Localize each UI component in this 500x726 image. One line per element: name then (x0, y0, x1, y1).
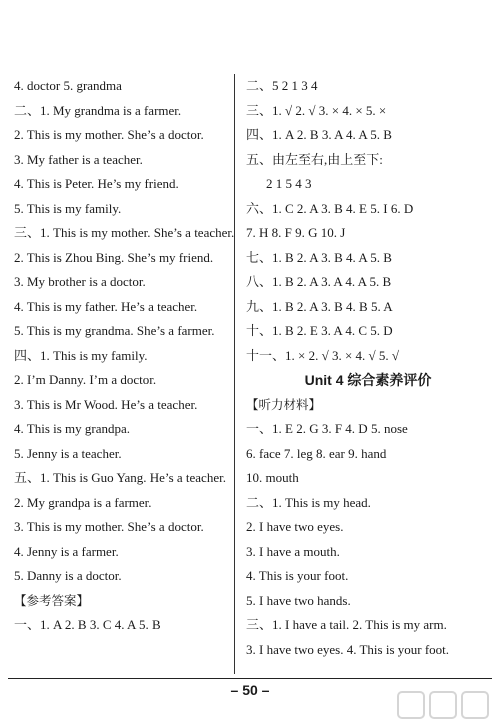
text-line: 三、1. This is my mother. She’s a teacher. (14, 225, 235, 240)
text-line: 3. This is Mr Wood. He’s a teacher. (14, 396, 198, 412)
text-line: 4. This is your foot. (246, 568, 349, 583)
text-line: 5. I have two hands. (246, 592, 351, 608)
text-line: 九、1. B 2. A 3. B 4. B 5. A (246, 298, 393, 314)
text-line: 一、1. E 2. G 3. F 4. D 5. nose (246, 421, 408, 436)
text-line: 3. My brother is a doctor. (14, 274, 146, 289)
text-line: 5. This is my grandma. She’s a farmer. (14, 323, 215, 338)
text-line: 八、1. B 2. A 3. A 4. A 5. B (246, 274, 392, 289)
text-line: 2. I have two eyes. (246, 519, 344, 534)
text-line: 3. I have two eyes. 4. This is your foot. (246, 641, 450, 657)
text-line: 六、1. C 2. A 3. B 4. E 5. I 6. D (246, 200, 414, 216)
text-line: 2. I’m Danny. I’m a doctor. (14, 372, 157, 387)
text-line: 十、1. B 2. E 3. A 4. C 5. D (246, 323, 393, 338)
page-number: – 50 – (230, 682, 270, 698)
text-line: 2. My grandpa is a farmer. (14, 494, 152, 510)
text-line: 5. Jenny is a teacher. (14, 445, 122, 461)
column-divider (234, 74, 235, 674)
text-line: 4. doctor 5. grandma (14, 78, 122, 93)
text-line: 4. This is Peter. He’s my friend. (14, 176, 179, 191)
watermark-logo-icon (396, 688, 492, 722)
text-line: 二、1. My grandma is a farmer. (14, 102, 182, 118)
text-line: 十一、1. × 2. √ 3. × 4. √ 5. √ (246, 347, 400, 363)
text-line: 2. This is my mother. She’s a doctor. (14, 127, 204, 142)
text-line: 7. H 8. F 9. G 10. J (246, 225, 346, 240)
text-line: 二、1. This is my head. (246, 494, 371, 510)
answer-key-heading: 【参考答案】 (14, 592, 90, 608)
text-line: 五、1. This is Guo Yang. He’s a teacher. (14, 470, 226, 485)
text-line: 3. I have a mouth. (246, 543, 340, 559)
text-line: 四、1. This is my family. (14, 347, 148, 363)
right-column (246, 74, 490, 662)
listening-material-heading: 【听力材料】 (246, 396, 322, 412)
text-line: 4. This is my grandpa. (14, 421, 131, 436)
left-column (14, 74, 235, 638)
text-line: 2. This is Zhou Bing. She’s my friend. (14, 249, 214, 265)
text-line: 二、5 2 1 3 4 (246, 78, 318, 93)
footer-rule (8, 678, 492, 679)
text-line: 3. This is my mother. She’s a doctor. (14, 519, 204, 534)
text-line: 4. Jenny is a farmer. (14, 543, 119, 559)
unit-heading: Unit 4 综合素养评价 (304, 372, 432, 388)
text-line: 5. Danny is a doctor. (14, 568, 122, 583)
text-line: 一、1. A 2. B 3. C 4. A 5. B (14, 617, 161, 632)
text-line: 四、1. A 2. B 3. A 4. A 5. B (246, 127, 392, 142)
text-line: 五、由左至右,由上至下: (246, 151, 383, 167)
text-line: 4. This is my father. He’s a teacher. (14, 298, 198, 314)
text-line: 三、1. √ 2. √ 3. × 4. × 5. × (246, 102, 387, 118)
text-line: 6. face 7. leg 8. ear 9. hand (246, 445, 387, 461)
text-line: 10. mouth (246, 470, 299, 485)
text-line: 3. My father is a teacher. (14, 151, 143, 167)
text-line: 2 1 5 4 3 (266, 176, 312, 191)
text-line: 三、1. I have a tail. 2. This is my arm. (246, 617, 447, 632)
text-line: 七、1. B 2. A 3. B 4. A 5. B (246, 249, 392, 265)
text-line: 5. This is my family. (14, 200, 122, 216)
